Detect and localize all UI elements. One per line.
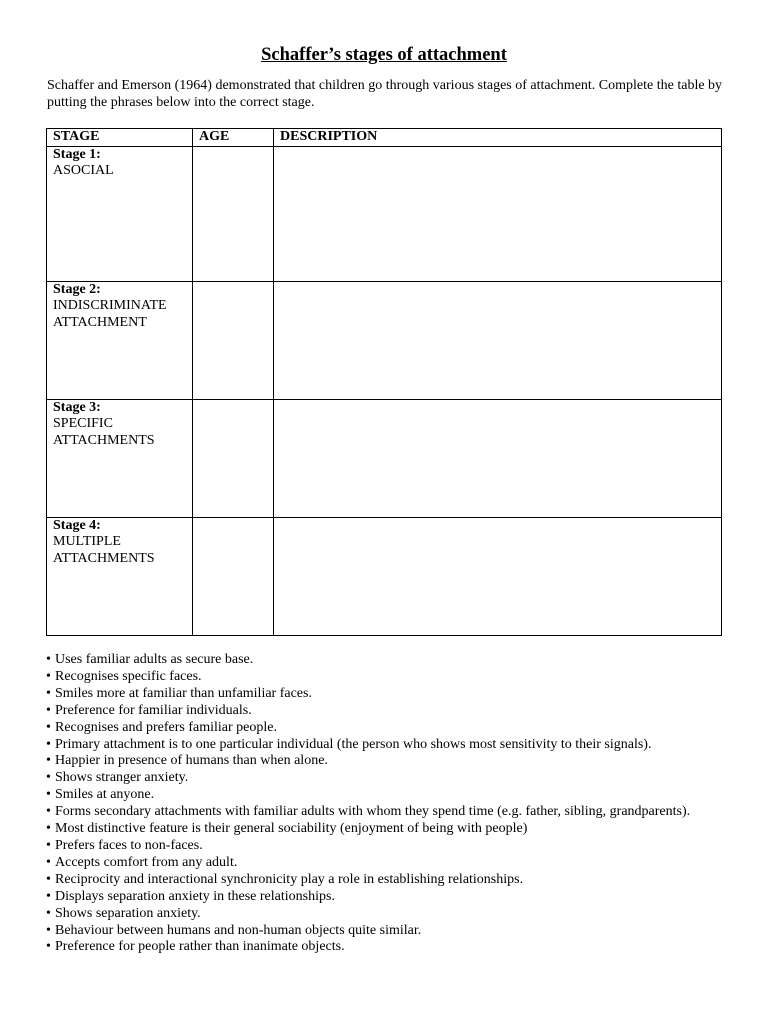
phrase-text: Shows separation anxiety. xyxy=(55,905,201,921)
phrase-text: Shows stranger anxiety. xyxy=(55,770,189,786)
bullet-icon: • xyxy=(46,787,51,803)
stage-name: INDISCRIMINATE ATTACHMENT xyxy=(53,298,167,330)
phrase-list xyxy=(46,652,736,956)
list-item xyxy=(46,686,736,703)
table-row xyxy=(47,517,722,635)
stage-cell xyxy=(47,281,193,399)
phrase-text: Accepts comfort from any adult. xyxy=(55,854,238,870)
list-item xyxy=(46,855,736,872)
list-item xyxy=(46,669,736,686)
bullet-icon: • xyxy=(46,685,51,701)
phrase-text: Most distinctive feature is their general sociability (enjoyment of being with people) xyxy=(55,821,528,837)
phrase-text: Prefers faces to non-faces. xyxy=(55,837,203,853)
bullet-icon: • xyxy=(46,905,51,921)
bullet-icon: • xyxy=(46,888,51,904)
table-row xyxy=(47,146,722,281)
phrase-text: Primary attachment is to one particular individual (the person who shows most sensitivity to their signals). xyxy=(55,736,652,752)
description-cell xyxy=(274,146,722,281)
bullet-icon: • xyxy=(46,770,51,786)
bullet-icon: • xyxy=(46,939,51,955)
bullet-icon: • xyxy=(46,871,51,887)
bullet-icon: • xyxy=(46,821,51,837)
page-title: Schaffer’s stages of attachment xyxy=(261,45,507,65)
header-description: DESCRIPTION xyxy=(274,129,722,147)
table-row xyxy=(47,399,722,517)
bullet-icon: • xyxy=(46,837,51,853)
phrase-text: Smiles at anyone. xyxy=(55,787,155,803)
phrase-text: Preference for people rather than inanimate objects. xyxy=(55,939,345,955)
list-item xyxy=(46,821,736,838)
table-header-row xyxy=(47,129,722,147)
phrase-text: Forms secondary attachments with familiar adults with whom they spend time (e.g. father, sibling, grandparents). xyxy=(55,804,691,820)
intro-paragraph: Schaffer and Emerson (1964) demonstrated that children go through various stages of attachment. Complete the table by putting the phrases below into the correct stage. xyxy=(47,78,723,110)
phrase-text: Uses familiar adults as secure base. xyxy=(55,652,254,667)
list-item xyxy=(46,737,736,754)
phrase-text: Happier in presence of humans than when alone. xyxy=(55,753,328,769)
stage-cell xyxy=(47,517,193,635)
phrase-text: Preference for familiar individuals. xyxy=(55,702,252,718)
stage-name: SPECIFIC ATTACHMENTS xyxy=(53,416,155,448)
list-item xyxy=(46,703,736,720)
phrase-text: Displays separation anxiety in these relationships. xyxy=(55,888,335,904)
list-item xyxy=(46,939,736,956)
list-item xyxy=(46,753,736,770)
list-item xyxy=(46,804,736,821)
age-cell xyxy=(193,281,274,399)
list-item xyxy=(46,889,736,906)
bullet-icon: • xyxy=(46,804,51,820)
list-item xyxy=(46,838,736,855)
bullet-icon: • xyxy=(46,922,51,938)
list-item xyxy=(46,787,736,804)
stage-name: MULTIPLE ATTACHMENTS xyxy=(53,534,155,566)
bullet-icon: • xyxy=(46,854,51,870)
bullet-icon: • xyxy=(46,736,51,752)
stage-number: Stage 3: xyxy=(53,399,101,415)
bullet-icon: • xyxy=(46,753,51,769)
phrase-text: Recognises specific faces. xyxy=(55,668,202,684)
header-age: AGE xyxy=(193,129,274,147)
stage-number: Stage 4: xyxy=(53,517,101,533)
phrase-text: Recognises and prefers familiar people. xyxy=(55,719,277,735)
phrase-text: Smiles more at familiar than unfamiliar faces. xyxy=(55,685,312,701)
phrase-text: Reciprocity and interactional synchronicity play a role in establishing relationships. xyxy=(55,871,524,887)
stage-number: Stage 2: xyxy=(53,281,101,297)
list-item xyxy=(46,652,736,669)
stage-cell xyxy=(47,399,193,517)
table-row xyxy=(47,281,722,399)
age-cell xyxy=(193,517,274,635)
bullet-icon: • xyxy=(46,668,51,684)
list-item xyxy=(46,872,736,889)
list-item xyxy=(46,720,736,737)
description-cell xyxy=(274,281,722,399)
bullet-icon: • xyxy=(46,652,51,667)
list-item xyxy=(46,906,736,923)
stage-number: Stage 1: xyxy=(53,146,101,162)
list-item xyxy=(46,770,736,787)
stage-cell xyxy=(47,146,193,281)
bullet-icon: • xyxy=(46,719,51,735)
header-stage: STAGE xyxy=(47,129,193,147)
list-item xyxy=(46,923,736,940)
description-cell xyxy=(274,517,722,635)
bullet-icon: • xyxy=(46,702,51,718)
phrase-text: Behaviour between humans and non-human objects quite similar. xyxy=(55,922,422,938)
stage-name: ASOCIAL xyxy=(53,163,114,178)
stages-table xyxy=(46,128,722,636)
age-cell xyxy=(193,146,274,281)
age-cell xyxy=(193,399,274,517)
description-cell xyxy=(274,399,722,517)
